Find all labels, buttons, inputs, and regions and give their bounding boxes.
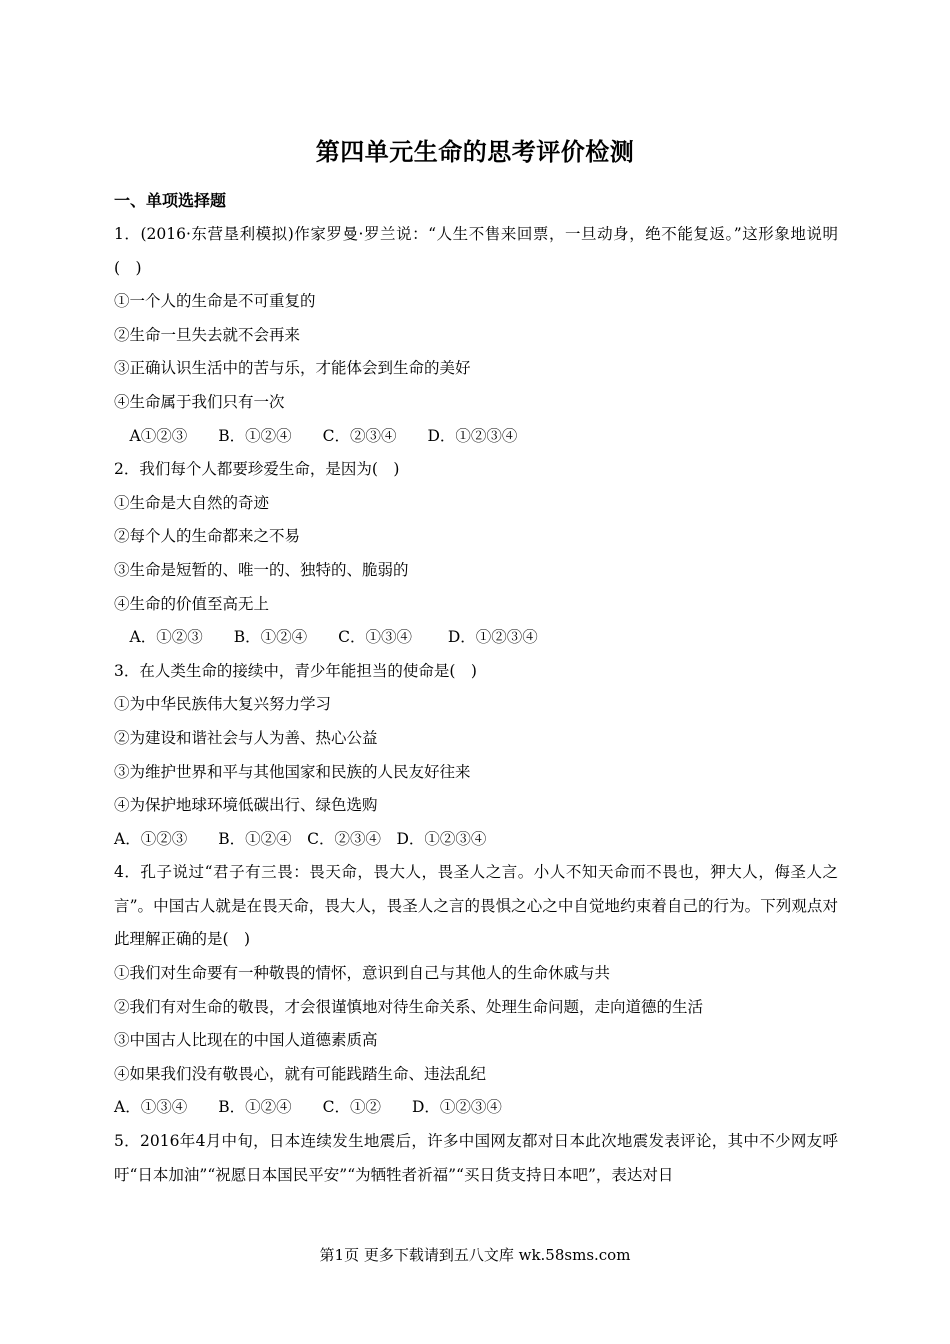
statement-item: ③中国古人比现在的中国人道德素质高 xyxy=(114,1031,378,1050)
question-stem: 1．(2016·东营垦利模拟)作家罗曼·罗兰说：“人生不售来回票，一旦动身，绝不能复返。”这形象地说明( ) xyxy=(114,225,838,277)
question-3 xyxy=(114,655,838,857)
statement-item: ④为保护地球环境低碳出行、绿色选购 xyxy=(114,796,378,815)
section-heading: 一、单项选择题 xyxy=(114,191,227,210)
statement-item: ③为维护世界和平与其他国家和民族的人民友好往来 xyxy=(114,762,471,781)
statement-item: ②生命一旦失去就不会再来 xyxy=(114,325,301,344)
question-stem: 2．我们每个人都要珍爱生命，是因为( ) xyxy=(114,460,400,479)
question-stem: 3．在人类生命的接续中，青少年能担当的使命是( ) xyxy=(114,661,477,680)
question-4 xyxy=(114,856,838,1125)
statement-item: ④如果我们没有敬畏心，就有可能践踏生命、违法乱纪 xyxy=(114,1064,487,1083)
answer-options: A①②③ B．①②④ C．②③④ D．①②③④ xyxy=(114,426,518,445)
page-footer: 第1页 更多下载请到五八文库 wk.58sms.com xyxy=(319,1246,631,1264)
statement-item: ①我们对生命要有一种敬畏的情怀，意识到自己与其他人的生命休戚与共 xyxy=(114,964,611,983)
statement-item: ②为建设和谐社会与人为善、热心公益 xyxy=(114,728,378,747)
statement-item: ③正确认识生活中的苦与乐，才能体会到生命的美好 xyxy=(114,359,471,378)
question-list xyxy=(114,218,838,1192)
statement-item: ③生命是短暂的、唯一的、独特的、脆弱的 xyxy=(114,560,409,579)
answer-options: A．①②③ B．①②④ C．②③④ D．①②③④ xyxy=(114,829,487,848)
statement-item: ④生命的价值至高无上 xyxy=(114,594,270,613)
statement-item: ①为中华民族伟大复兴努力学习 xyxy=(114,695,332,714)
statement-item: ①生命是大自然的奇迹 xyxy=(114,493,270,512)
statement-item: ④生命属于我们只有一次 xyxy=(114,392,285,411)
question-stem: 5．2016年4月中旬，日本连续发生地震后，许多中国网友都对日本此次地震发表评论，其中不少网友呼吁“日本加油”“祝愿日本国民平安”“为牺牲者祈福”“买日货支持日本吧”，表达对日 xyxy=(114,1132,838,1184)
answer-options: A．①②③ B．①②④ C．①③④ D．①②③④ xyxy=(114,628,538,647)
question-2 xyxy=(114,453,838,655)
question-stem: 4．孔子说过“君子有三畏：畏天命，畏大人，畏圣人之言。小人不知天命而不畏也，狎大人，侮圣人之言”。中国古人就是在畏天命，畏大人，畏圣人之言的畏惧之心之中自觉地约束着自己的行为。下列观点对此理解正确的是( ) xyxy=(114,863,838,949)
statement-item: ②每个人的生命都来之不易 xyxy=(114,527,301,546)
question-1 xyxy=(114,218,838,453)
statement-item: ②我们有对生命的敬畏，才会很谨慎地对待生命关系、处理生命问题，走向道德的生活 xyxy=(114,997,704,1016)
question-5 xyxy=(114,1125,838,1192)
page-title: 第四单元生命的思考评价检测 xyxy=(315,137,635,166)
statement-item: ①一个人的生命是不可重复的 xyxy=(114,292,316,311)
answer-options: A．①③④ B．①②④ C．①② D．①②③④ xyxy=(114,1098,502,1117)
